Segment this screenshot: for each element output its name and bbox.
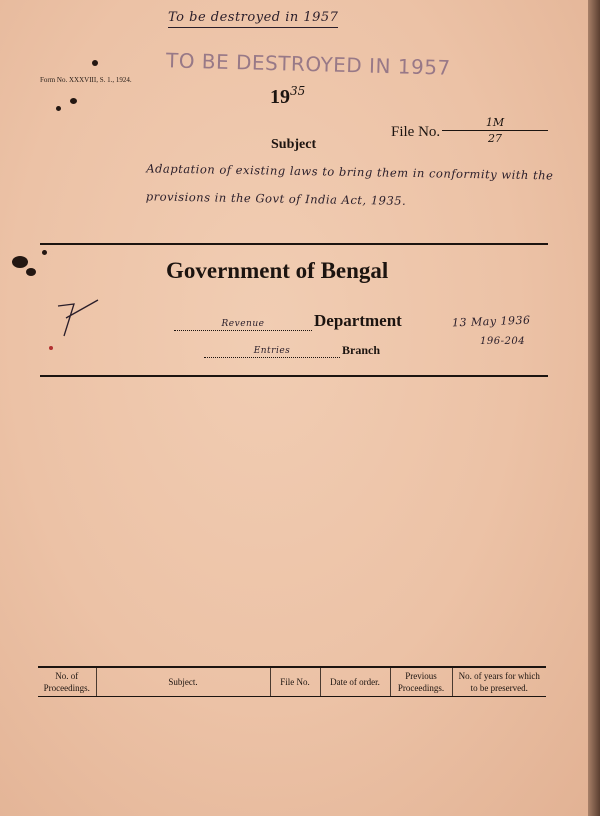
ink-blot-left-2	[26, 268, 36, 276]
year-handwritten: 35	[290, 84, 306, 98]
header-years-preserved: No. of years for which to be preserved.	[452, 668, 546, 696]
file-no-label: File No.	[391, 124, 441, 140]
file-no-value	[442, 116, 548, 145]
destroy-stamp: TO BE DESTROYED IN 1957	[165, 48, 452, 80]
branch-label: Branch	[342, 343, 381, 357]
department-line	[174, 311, 402, 331]
header-proceedings: No. of Proceedings.	[43, 671, 90, 693]
ink-blot-top-3	[56, 106, 61, 111]
red-ink-dot	[49, 346, 53, 350]
department-label: Department	[314, 311, 402, 330]
file-no-denominator: 27	[488, 132, 502, 145]
file-no-numerator: 1M	[442, 116, 548, 131]
proceedings-range: 196-204	[480, 336, 526, 347]
ink-blot-top	[92, 60, 98, 66]
year-printed: 19	[270, 86, 290, 108]
header-date-of-order: Date of order.	[320, 668, 390, 696]
file-year	[270, 86, 305, 109]
header-subject: Subject.	[96, 668, 270, 696]
page-edge	[588, 0, 600, 816]
subject-text: Adaptation of existing laws to bring them in conformity with the provisions in the Govt of India Act, 1935.	[145, 161, 554, 208]
ink-blot-top-2	[70, 98, 77, 104]
government-title: Government of Bengal	[166, 258, 389, 283]
form-number: Form No. XXXVIII, S. 1., 1924.	[40, 76, 132, 84]
divider-bottom	[40, 375, 548, 377]
divider-top	[40, 243, 548, 245]
branch-value: Entries	[204, 346, 340, 358]
handwritten-date: 13 May 1936	[451, 313, 531, 330]
proceedings-table	[38, 666, 546, 697]
subject-label: Subject	[271, 137, 317, 152]
header-previous-proceedings: Previous Proceedings.	[390, 668, 452, 696]
ink-blot-left-3	[42, 250, 47, 255]
scribble-mark	[52, 296, 104, 346]
header-file-no: File No.	[270, 668, 320, 696]
handwritten-destroy-note: To be destroyed in 1957	[168, 10, 338, 28]
branch-line	[204, 343, 380, 358]
table-header-row	[38, 668, 546, 696]
ink-blot-left	[12, 256, 28, 268]
department-value: Revenue	[174, 319, 312, 331]
